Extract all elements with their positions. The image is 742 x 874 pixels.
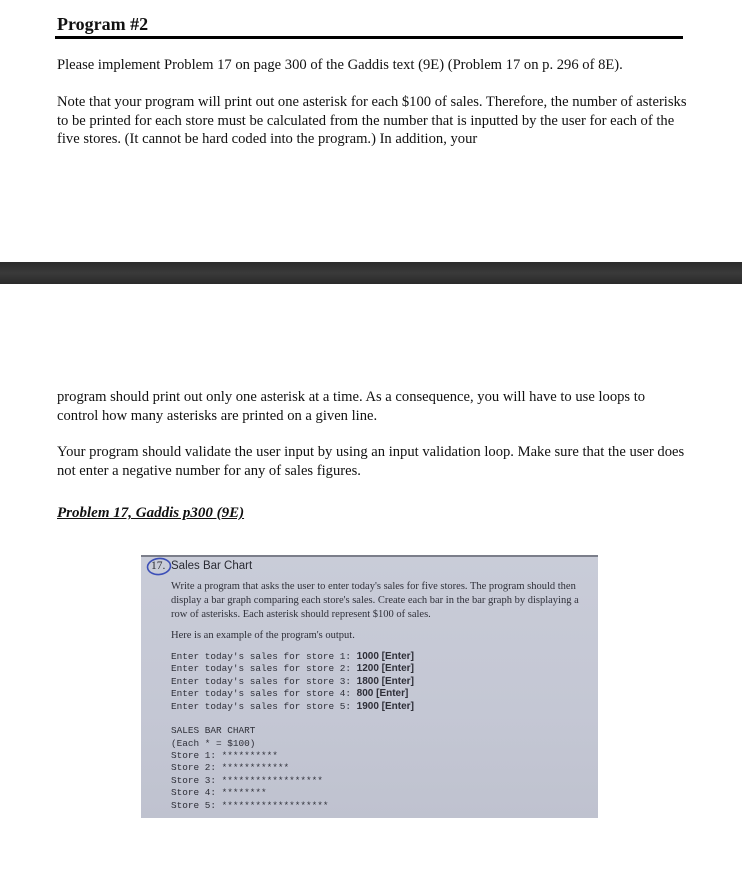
heading-rule <box>55 36 683 39</box>
bar-line: Store 3: ****************** <box>171 774 323 786</box>
bar-line: Store 2: ************ <box>171 762 290 774</box>
validation-paragraph: Your program should validate the user input by using an input validation loop. Make sure that the user does not enter a negative number for any of sales figures. <box>57 444 685 479</box>
problem-heading: Problem 17, Gaddis p300 (9E) <box>57 505 245 521</box>
bar-line: Store 4: ******** <box>171 787 267 799</box>
chart-title: SALES BAR CHART <box>171 725 256 736</box>
intro-paragraph: Please implement Problem 17 on page 300 of the Gaddis text (9E) (Problem 17 on p. 296 of 8E). <box>57 57 623 73</box>
input-prompt: Enter today's sales for store 1: <box>171 651 357 662</box>
note-paragraph-part1: Note that your program will print out one asterisk for each $100 of sales. Therefore, the number of asterisks to be printed for each store must be calculated from the number that is inputted by the user for each of the five stores. (It cannot be hard coded into the program.) In addition, your <box>57 94 687 147</box>
page-heading: Program #2 <box>57 14 149 34</box>
input-prompt: Enter today's sales for store 3: <box>171 675 357 687</box>
input-line <box>171 676 414 688</box>
input-lines <box>171 651 414 713</box>
input-line <box>171 701 414 713</box>
example-intro: Here is an example of the program's output. <box>171 630 355 641</box>
bar-line: Store 1: ********** <box>171 750 278 761</box>
input-value: 800 [Enter] <box>356 688 409 700</box>
problem-description: Write a program that asks the user to enter today's sales for five stores. The program should then display a bar graph comparing each store's sales. Create each bar in the bar graph by displaying a row of asterisks. Each asterisk should represent $100 of sales. <box>171 581 579 620</box>
note-paragraph-part2: program should print out only one asterisk at a time. As a consequence, you will have to use loops to control how many asterisks are printed on a given line. <box>57 389 646 424</box>
bar-line: Store 5: ******************* <box>171 799 329 811</box>
input-value: 1000 [Enter] <box>356 651 414 662</box>
input-prompt: Enter today's sales for store 5: <box>171 700 357 712</box>
problem-title: Sales Bar Chart <box>171 560 253 572</box>
textbook-excerpt-image <box>141 555 598 818</box>
input-prompt: Enter today's sales for store 2: <box>171 663 357 675</box>
dark-page-divider <box>0 262 742 284</box>
bar-lines <box>171 750 329 812</box>
input-value: 1800 [Enter] <box>356 675 414 687</box>
input-line <box>171 651 414 663</box>
input-line <box>171 663 414 675</box>
input-prompt: Enter today's sales for store 4: <box>171 688 357 700</box>
input-value: 1900 [Enter] <box>356 700 414 712</box>
book-top-rule <box>141 555 598 557</box>
input-line <box>171 688 414 700</box>
input-value: 1200 [Enter] <box>356 663 414 675</box>
chart-legend: (Each * = $100) <box>171 737 256 749</box>
problem-number: 17. <box>151 560 166 572</box>
